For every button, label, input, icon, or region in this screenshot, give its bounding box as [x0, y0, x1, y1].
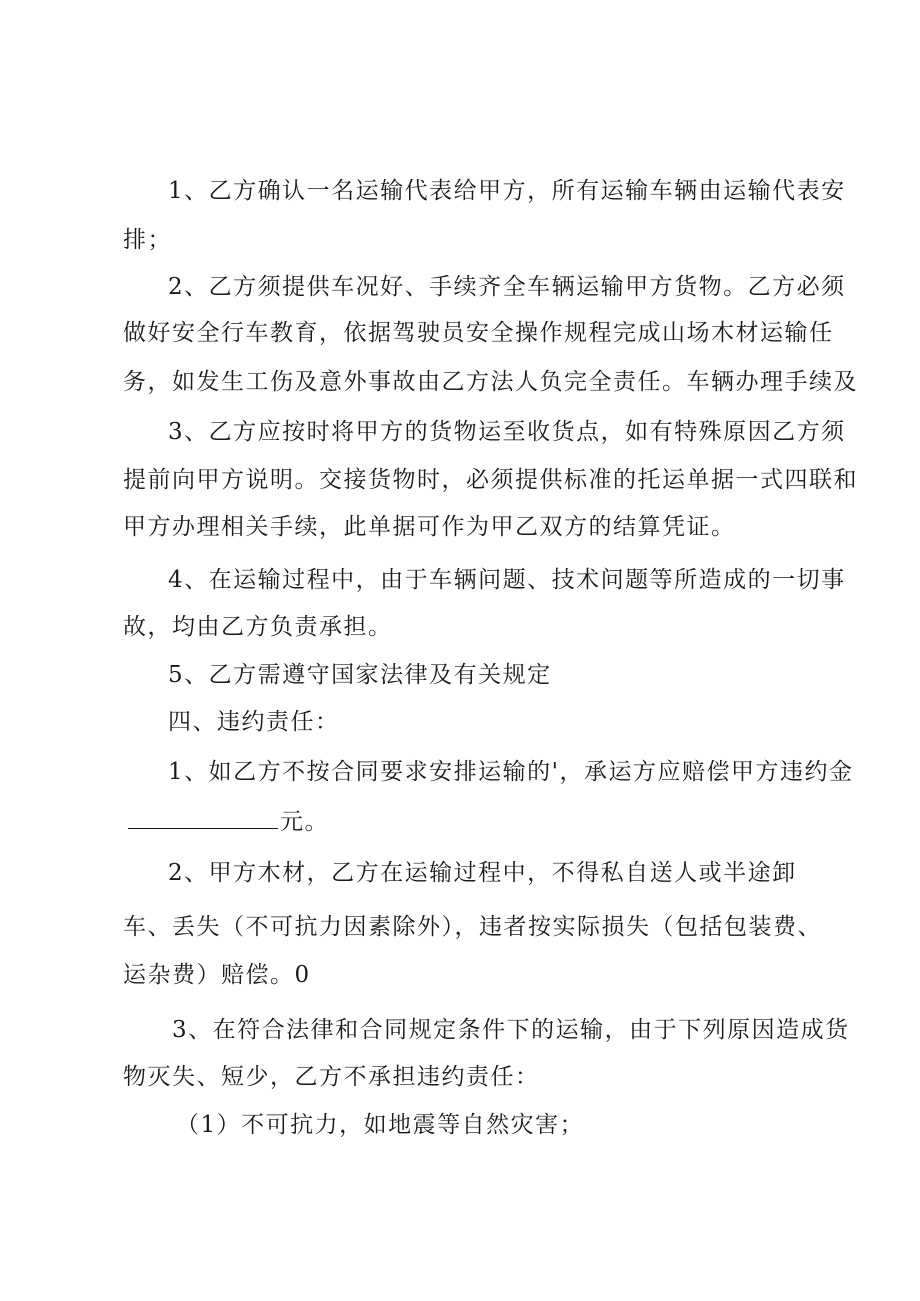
- text-line: 2、甲方木材，乙方在运输过程中，不得私自送人或半途卸: [168, 860, 797, 886]
- text-line: 1、如乙方不按合同要求安排运输的'，承运方应赔偿甲方违约金: [168, 759, 854, 785]
- text-line: 5、乙方需遵守国家法律及有关规定: [168, 662, 552, 688]
- text-line: 务，如发生工伤及意外事故由乙方法人负完全责任。车辆办理手续及: [123, 369, 858, 395]
- text-line: 4、在运输过程中，由于车辆问题、技术问题等所造成的一切事: [168, 567, 846, 593]
- text-line: 物灭失、短少，乙方不承担违约责任：: [123, 1064, 540, 1090]
- text-line: 排；: [123, 227, 172, 253]
- text-line: 3、在符合法律和合同规定条件下的运输，由于下列原因造成货: [172, 1017, 850, 1043]
- text-line: 故，均由乙方负责承担。: [123, 614, 393, 640]
- blank-suffix: 元。: [280, 809, 329, 835]
- text-line: （1）不可抗力，如地震等自然灾害；: [176, 1112, 585, 1138]
- fill-in-blank: [128, 806, 278, 829]
- text-line: 3、乙方应按时将甲方的货物运至收货点，如有特殊原因乙方须: [168, 419, 846, 445]
- text-line: 运杂费）赔偿。0: [123, 962, 311, 988]
- section-heading: 四、违约责任：: [168, 709, 340, 735]
- text-line: 2、乙方须提供车况好、手续齐全车辆运输甲方货物。乙方必须: [168, 274, 846, 300]
- text-line: 甲方办理相关手续，此单据可作为甲乙双方的结算凭证。: [123, 514, 736, 540]
- text-line-with-blank: [128, 806, 329, 837]
- text-line: 做好安全行车教育，依据驾驶员安全操作规程完成山场木材运输任: [123, 320, 834, 346]
- text-line: 车、丢失（不可抗力因素除外），违者按实际损失（包括包装费、: [123, 914, 822, 940]
- text-line: 1、乙方确认一名运输代表给甲方，所有运输车辆由运输代表安: [168, 178, 846, 204]
- text-line: 提前向甲方说明。交接货物时，必须提供标准的托运单据一式四联和: [123, 467, 858, 493]
